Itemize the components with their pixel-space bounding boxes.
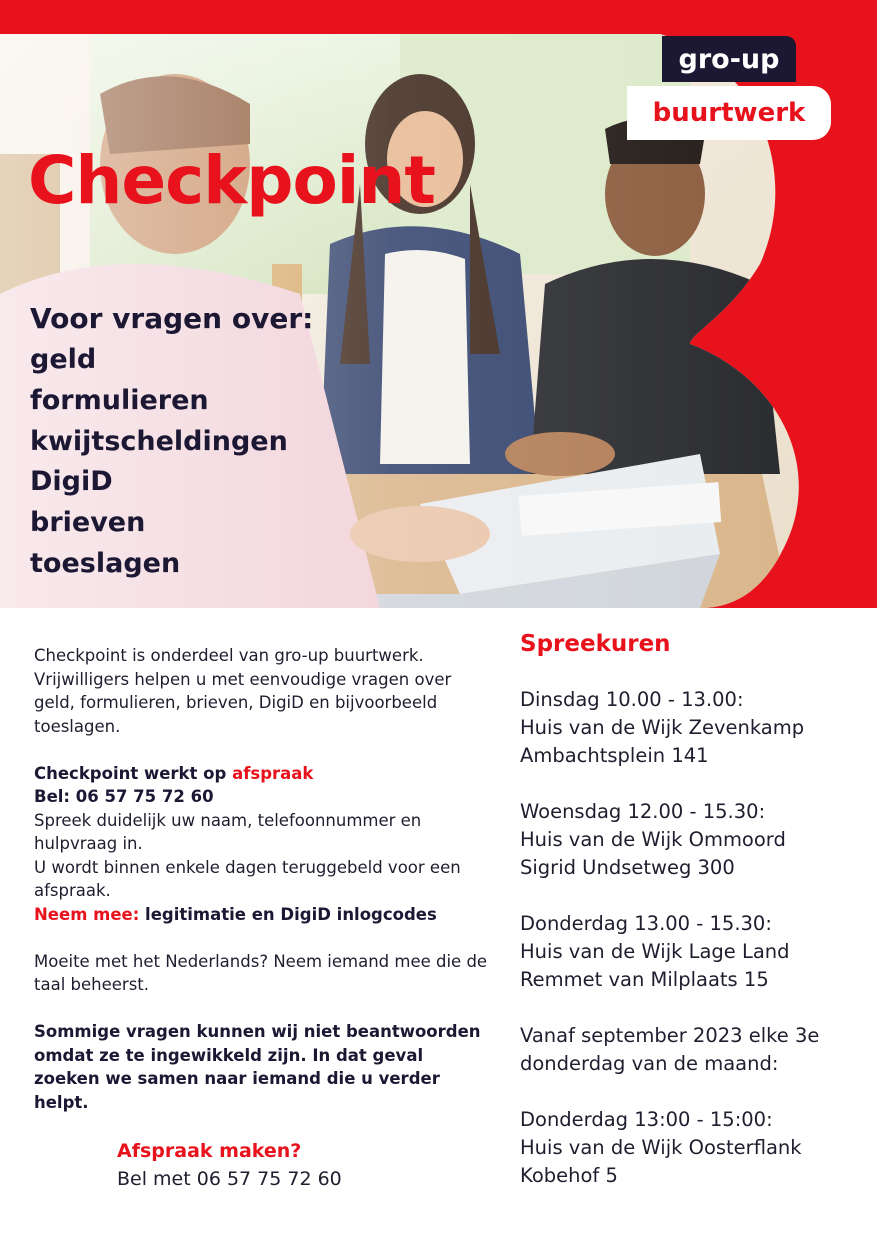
note-line: donderdag van de maand: <box>520 1052 779 1075</box>
intro-paragraph: Checkpoint is onderdeel van gro-up buurtwerk. Vrijwilligers helpen u met eenvoudige vragen over geld, formulieren, brieven, DigiD en bijvoorbeeld toeslagen. <box>34 646 452 736</box>
cta-block <box>117 1137 342 1193</box>
spreekuren-column <box>520 630 860 1218</box>
slot-time: Donderdag 13.00 - 15.30: <box>520 912 772 935</box>
logo-buurtwerk: buurtwerk <box>627 86 831 140</box>
language-text: Moeite met het Nederlands? Neem iemand mee die de taal beheerst. <box>34 951 488 994</box>
slot-time: Donderdag 13:00 - 15:00: <box>520 1108 773 1131</box>
bring-line <box>34 903 489 927</box>
phone-line: Bel: 06 57 75 72 60 <box>34 787 214 806</box>
topic-item: geld <box>30 344 97 375</box>
topics-list <box>30 340 288 585</box>
disclaimer-text: Sommige vragen kunnen wij niet beantwoorden omdat ze te ingewikkeld zijn. In dat geval zoeken we samen naar iemand die u verder helpt. <box>34 1022 481 1112</box>
slot-time: Dinsdag 10.00 - 13.00: <box>520 688 744 711</box>
topic-item: toeslagen <box>30 547 181 579</box>
schedule-note <box>520 1022 860 1078</box>
spreekuur-slot <box>520 1106 860 1190</box>
slot-address: Remmet van Milplaats 15 <box>520 968 769 991</box>
slot-place: Huis van de Wijk Zevenkamp <box>520 716 805 739</box>
slot-place: Huis van de Wijk Lage Land <box>520 940 790 963</box>
slot-place: Huis van de Wijk Ommoord <box>520 828 786 851</box>
slot-address: Ambachtsplein 141 <box>520 744 709 767</box>
bring-items: legitimatie en DigiD inlogcodes <box>139 904 437 924</box>
spreekuur-slot <box>520 686 860 770</box>
appointment-prefix: Checkpoint werkt op <box>34 763 233 783</box>
bring-label: Neem mee: <box>34 904 140 924</box>
note-line: Vanaf september 2023 elke 3e <box>520 1024 820 1047</box>
spreekuur-slot <box>520 798 860 882</box>
appointment-line <box>34 762 489 786</box>
topic-item: brieven <box>30 507 146 539</box>
spreekuur-slot <box>520 910 860 994</box>
slot-time: Woensdag 12.00 - 15.30: <box>520 800 766 823</box>
spreekuren-heading: Spreekuren <box>520 631 671 657</box>
info-column <box>34 644 489 1114</box>
logo-gro-up: gro-up <box>662 36 796 82</box>
instructions-text: Spreek duidelijk uw naam, telefoonnummer en hulpvraag in. <box>34 810 422 853</box>
slot-address: Sigrid Undsetweg 300 <box>520 856 735 879</box>
topic-item: DigiD <box>30 466 113 498</box>
topic-item: formulieren <box>30 384 209 416</box>
hero-banner <box>0 0 877 608</box>
page-title: Checkpoint <box>28 142 435 219</box>
cta-heading: Afspraak maken? <box>117 1140 302 1162</box>
callback-text: U wordt binnen enkele dagen teruggebeld voor een afspraak. <box>34 857 461 900</box>
appointment-word: afspraak <box>232 763 314 783</box>
topics-heading: Voor vragen over: <box>30 302 314 335</box>
cta-text: Bel met 06 57 75 72 60 <box>117 1168 342 1190</box>
slot-place: Huis van de Wijk Oosterflank <box>520 1136 802 1159</box>
topic-item: kwijtscheldingen <box>30 425 288 457</box>
slot-address: Kobehof 5 <box>520 1164 618 1187</box>
